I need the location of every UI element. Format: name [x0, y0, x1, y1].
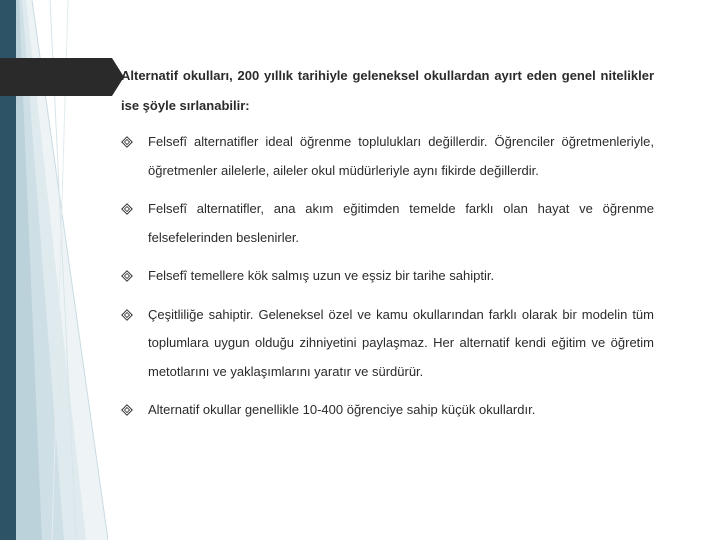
diamond-outline-icon: [121, 301, 139, 329]
diamond-outline-icon: [121, 195, 139, 223]
bullet-text: Felsefî alternatifler, ana akım eğitimden temelde farklı olan hayat ve öğrenme felsefelerinden beslenirler.: [148, 201, 654, 245]
title-tab: [0, 58, 112, 96]
list-item: [121, 195, 654, 252]
list-item: [121, 128, 654, 185]
bullet-list: [121, 128, 654, 425]
list-item: [121, 396, 654, 425]
intro-paragraph: Alternatif okulları, 200 yıllık tarihiyle geleneksel okullardan ayırt eden genel nitelikler ise şöyle sırlanabilir:: [121, 68, 654, 113]
list-item: [121, 301, 654, 387]
diamond-outline-icon: [121, 396, 139, 424]
diamond-outline-icon: [121, 262, 139, 290]
bullet-text: Alternatif okullar genellikle 10-400 öğrenciye sahip küçük okullardır.: [148, 402, 536, 417]
bullet-text: Çeşitliliğe sahiptir. Geleneksel özel ve kamu okullarından farklı olarak bir modelin tüm toplumlara uygun olduğu zihniyetini paylaşmaz. Her alternatif kendi eğitim ve öğretim metotlarını ve yaklaşımlarını yaratır ve sürdürür.: [148, 306, 654, 379]
diamond-outline-icon: [121, 128, 139, 156]
slide-content: [121, 61, 654, 435]
bullet-text: Felsefî temellere kök salmış uzun ve eşsiz bir tarihe sahiptir.: [148, 268, 495, 283]
bullet-text: Felsefî alternatifler ideal öğrenme toplulukları değillerdir. Öğrenciler öğretmenleriyle, öğretmenler ailelerle, aileler okul müdürleriyle aynı fikirde değillerdir.: [148, 134, 654, 178]
list-item: [121, 262, 654, 291]
